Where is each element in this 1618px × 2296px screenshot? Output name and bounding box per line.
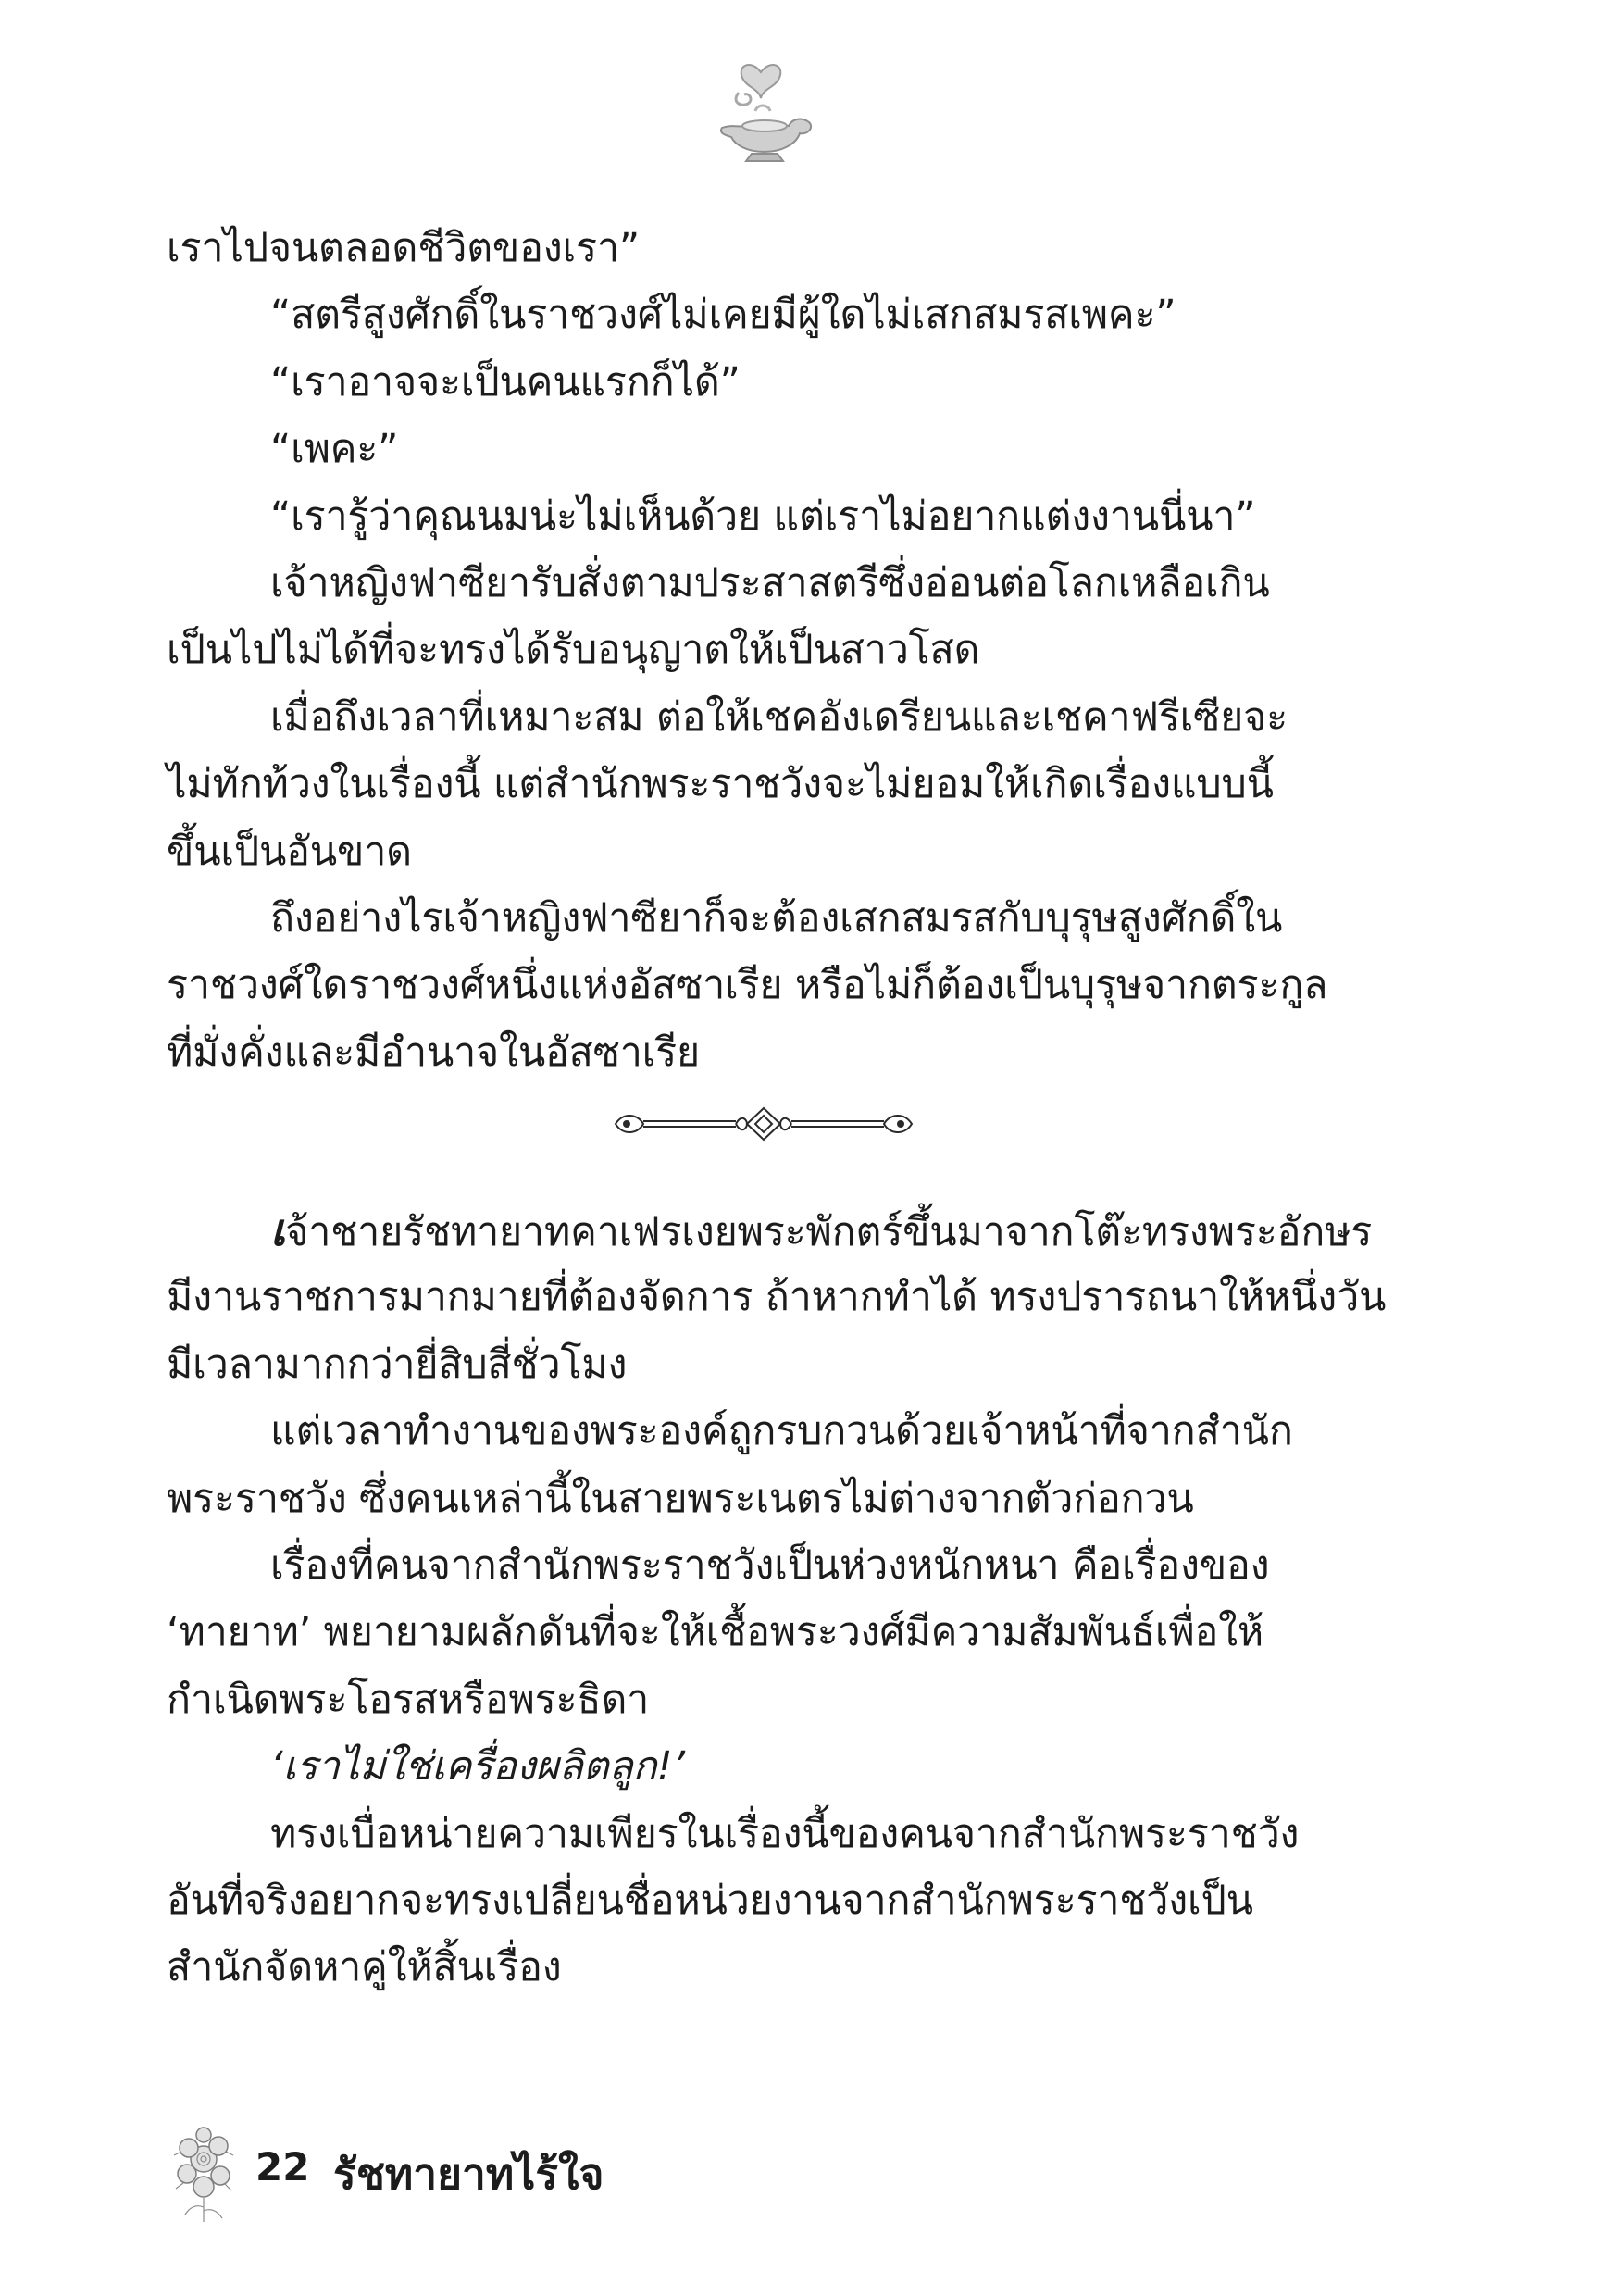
- flower-bouquet-icon: [167, 2118, 241, 2229]
- text-line: ที่มั่งคั่งและมีอำนาจในอัสซาเรีย: [167, 1029, 701, 1076]
- text-line: แต่เวลาทำงานของพระองค์ถูกรบกวนด้วยเจ้าหน้าที่จากสำนัก: [270, 1408, 1293, 1455]
- text-line: ถึงอย่างไรเจ้าหญิงฟาซียาก็จะต้องเสกสมรสกับบุรุษสูงศักดิ์ใน: [270, 894, 1283, 942]
- text-line: “เราอาจจะเป็นคนแรกก็ได้”: [270, 358, 741, 406]
- genie-lamp-ornament-icon: [703, 56, 824, 176]
- text-line: เรื่องที่คนจากสำนักพระราชวังเป็นห่วงหนักหนา คือเรื่องของ: [270, 1542, 1270, 1590]
- page-footer: [167, 2118, 815, 2229]
- text-line: ไม่ทักท้วงในเรื่องนี้ แต่สำนักพระราชวังจะไม่ยอมให้เกิดเรื่องแบบนี้: [167, 761, 1274, 808]
- ornamental-divider-icon: [606, 1101, 921, 1147]
- text-line: เมื่อถึงเวลาที่เหมาะสม ต่อให้เชคอังเดรียนและเชคาฟรีเซียจะ: [270, 693, 1288, 741]
- text-line: เจ้าหญิงฟาซียารับสั่งตามประสาสตรีซึ่งอ่อนต่อโลกเหลือเกิน: [270, 559, 1270, 606]
- text-line: “สตรีสูงศักดิ์ในราชวงศ์ไม่เคยมีผู้ใดไม่เสกสมรสเพคะ”: [270, 292, 1176, 339]
- text-line: “เพคะ”: [270, 426, 399, 473]
- text-line-with-dropcap: [167, 1197, 1373, 1264]
- text-line: “เรารู้ว่าคุณนมน่ะไม่เห็นด้วย แต่เราไม่อยากแต่งงานนี่นา”: [270, 493, 1256, 540]
- dropcap-letter: เ: [270, 1204, 286, 1257]
- text-line: กำเนิดพระโอรสหรือพระธิดา: [167, 1676, 650, 1723]
- text-line: เราไปจนตลอดชีวิตของเรา”: [167, 225, 640, 271]
- text-line: สำนักจัดหาคู่ให้สิ้นเรื่อง: [167, 1944, 562, 1991]
- text-line: ทรงเบื่อหน่ายความเพียรในเรื่องนี้ของคนจากสำนักพระราชวัง: [270, 1810, 1300, 1857]
- text-line: เป็นไปไม่ได้ที่จะทรงได้รับอนุญาตให้เป็นสาวโสด: [167, 627, 980, 674]
- section-divider: [167, 1086, 1361, 1197]
- text-line: พระราชวัง ซึ่งคนเหล่านี้ในสายพระเนตรไม่ต่างจากตัวก่อกวน: [167, 1475, 1194, 1522]
- text-line-italic: ‘เราไม่ใช่เครื่องผลิตลูก!’: [270, 1743, 685, 1791]
- text-line: ขึ้นเป็นอันขาด: [167, 828, 412, 875]
- page-number: 22: [255, 2144, 310, 2190]
- book-title: รัชทายาทไร้ใจ: [333, 2149, 604, 2199]
- text-line: ‘ทายาท’ พยายามผลักดันที่จะให้เชื้อพระวงศ์มีความสัมพันธ์เพื่อให้: [167, 1609, 1264, 1656]
- body-text: [167, 215, 1387, 2002]
- text-line: จ้าชายรัชทายาทคาเฟรเงยพระพักตร์ขึ้นมาจากโต๊ะทรงพระอักษร: [285, 1209, 1373, 1256]
- text-line: มีเวลามากกว่ายี่สิบสี่ชั่วโมง: [167, 1341, 628, 1388]
- text-line: มีงานราชการมากมายที่ต้องจัดการ ถ้าหากทำได้ ทรงปรารถนาให้หนึ่งวัน: [167, 1274, 1387, 1321]
- text-line: อันที่จริงอยากจะทรงเปลี่ยนชื่อหน่วยงานจากสำนักพระราชวังเป็น: [167, 1877, 1253, 1924]
- text-line: ราชวงศ์ใดราชวงศ์หนึ่งแห่งอัสซาเรีย หรือไม่ก็ต้องเป็นบุรุษจากตระกูล: [167, 962, 1328, 1009]
